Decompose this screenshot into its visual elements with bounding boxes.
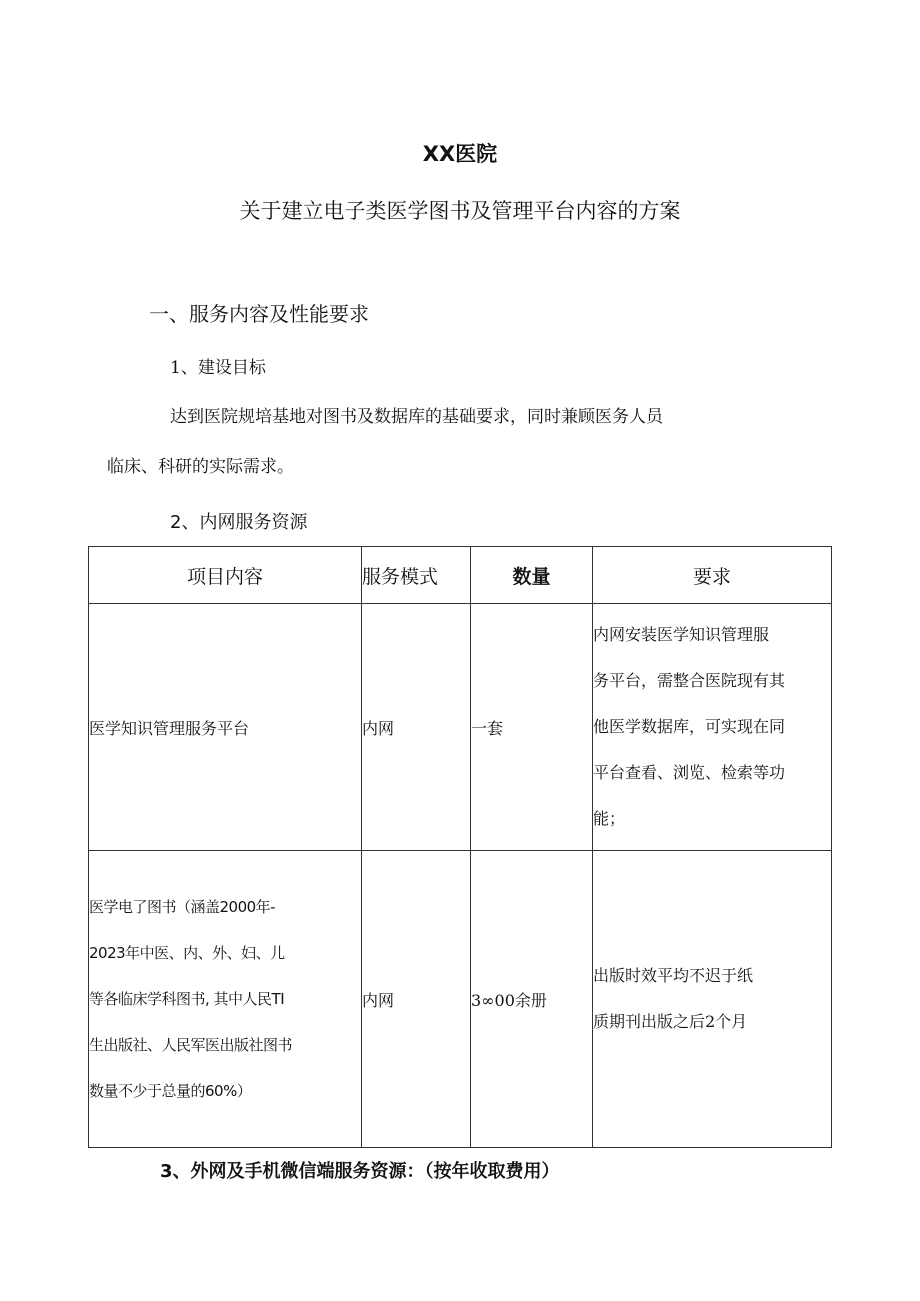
header-req: 要求 bbox=[593, 547, 832, 604]
table-row bbox=[89, 851, 832, 1148]
intranet-heading: 2、内网服务资源 bbox=[170, 512, 308, 533]
item-line: 生出版社、人民军医出版社图书 bbox=[89, 1036, 293, 1054]
qty-text: 3∞00余册 bbox=[471, 990, 547, 1010]
item-line: 数量不少于总量的60%） bbox=[89, 1082, 252, 1100]
mode-text: 内网 bbox=[362, 718, 395, 738]
extranet-heading: 3、外网及手机微信端服务资源：（按年收取费用） bbox=[160, 1161, 560, 1182]
req-cell bbox=[593, 851, 832, 1148]
hospital-name: XX医院 bbox=[422, 142, 498, 166]
req-line: 务平台，需整合医院现有其 bbox=[593, 671, 786, 690]
qty-cell bbox=[471, 851, 593, 1148]
req-line: 平台查看、浏览、检索等功 bbox=[593, 763, 786, 782]
section-heading-1: 一、服务内容及性能要求 bbox=[149, 302, 369, 326]
mode-cell bbox=[362, 851, 471, 1148]
item-line: 2023年中医、内、外、妇、儿 bbox=[89, 944, 285, 962]
req-line: 内网安装医学知识管理服 bbox=[593, 625, 770, 644]
req-line: 质期刊出版之后2个月 bbox=[593, 1012, 748, 1031]
table-row bbox=[89, 604, 832, 851]
req-cell bbox=[593, 604, 832, 851]
req-line: 出版时效平均不迟于纸 bbox=[593, 966, 754, 985]
goal-text-line-1: 达到医院规培基地对图书及数据库的基础要求，同时兼顾医务人员 bbox=[170, 407, 663, 427]
item-line: 等各临床学科图书, 其中人民TI bbox=[89, 990, 285, 1008]
document-title: 关于建立电子类医学图书及管理平台内容的方案 bbox=[239, 199, 681, 223]
qty-text: 一套 bbox=[471, 718, 504, 738]
intranet-resource-table bbox=[88, 546, 832, 1148]
item-cell bbox=[89, 604, 362, 851]
req-line: 能； bbox=[593, 809, 626, 828]
header-qty: 数量 bbox=[471, 547, 593, 604]
header-mode: 服务模式 bbox=[362, 547, 471, 604]
mode-text: 内网 bbox=[362, 990, 395, 1010]
table-header-row bbox=[89, 547, 832, 604]
item-line: 医学电了图书（涵盖2000年- bbox=[89, 898, 276, 916]
qty-cell bbox=[471, 604, 593, 851]
goal-text-line-2: 临床、科研的实际需求。 bbox=[107, 457, 294, 477]
req-line: 他医学数据库，可实现在同 bbox=[593, 717, 786, 736]
header-item: 项目内容 bbox=[89, 547, 362, 604]
mode-cell bbox=[362, 604, 471, 851]
goal-heading: 1、建设目标 bbox=[170, 358, 266, 378]
item-text: 医学知识管理服务平台 bbox=[89, 718, 250, 738]
item-cell bbox=[89, 851, 362, 1148]
